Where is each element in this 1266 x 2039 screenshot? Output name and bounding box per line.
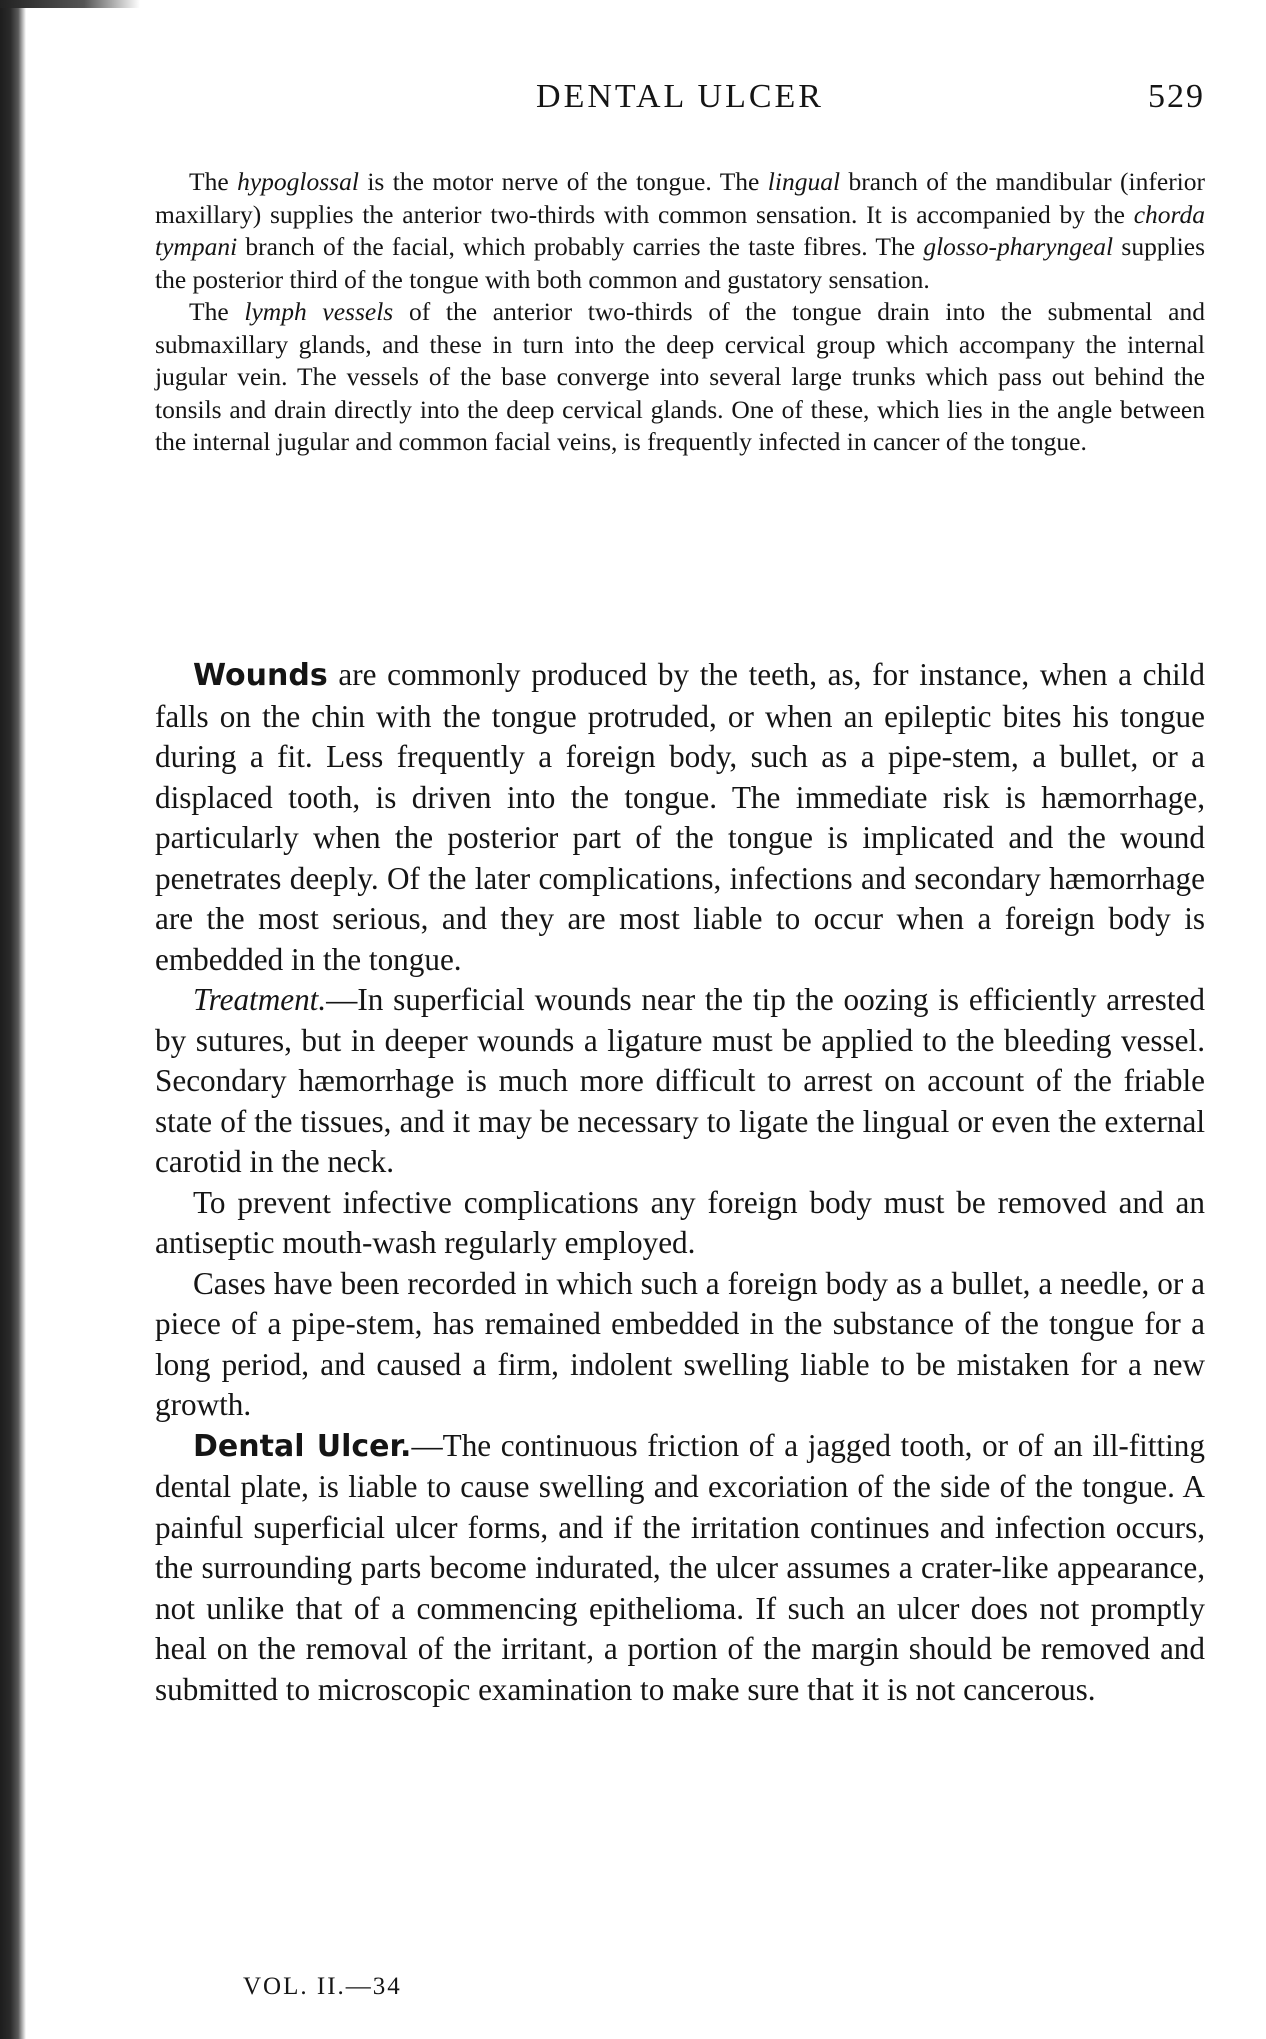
- italic-term: lingual: [767, 167, 841, 196]
- page-header: [155, 76, 1205, 120]
- nerves-paragraph: [155, 166, 1205, 296]
- text-run: branch of the facial, which probably carries the taste fibres. The: [237, 232, 924, 261]
- text-run: —The continuous friction of a jagged tooth, or of an ill-fitting dental plate, is liable to cause swelling and excoriation of the side of the tongue. A painful superficial ulcer forms, and if the irritation continues and infection occurs, the surrounding parts become indurated, the ulcer assumes a crater-like appearance, not unlike that of a commencing epithelioma. If such an ulcer does not promptly heal on the removal of the irritant, a portion of the margin should be removed and submitted to microscopic examination to make sure that it is not cancerous.: [155, 1427, 1205, 1707]
- wounds-heading: Wounds: [193, 658, 328, 693]
- wounds-section: [155, 655, 1205, 1710]
- anatomy-section: [155, 166, 1205, 459]
- treatment-heading: Treatment.: [193, 982, 327, 1017]
- text-run: The: [189, 167, 238, 196]
- lymph-paragraph: [155, 296, 1205, 459]
- italic-term: hypoglossal: [237, 167, 359, 196]
- text-run: supplies the posterior third of the tongue with both common and gustatory sensation.: [155, 232, 1205, 294]
- signature-mark: VOL. II.—34: [243, 1973, 402, 2000]
- page-number: 529: [1148, 78, 1205, 115]
- treatment-paragraph: [155, 980, 1205, 1183]
- italic-term: glosso-pharyngeal: [923, 232, 1114, 261]
- scan-binding-edge: [0, 0, 26, 2039]
- text-run: is the motor nerve of the tongue. The: [358, 167, 768, 196]
- prevent-paragraph: To prevent infective complications any foreign body must be removed and an antiseptic mouth-wash regularly employed.: [155, 1184, 1205, 1260]
- wounds-paragraph: [155, 655, 1205, 980]
- dental-ulcer-paragraph: [155, 1426, 1205, 1711]
- dental-ulcer-heading: Dental Ulcer.: [193, 1428, 412, 1464]
- italic-term: chorda tympani: [155, 199, 1205, 261]
- italic-term: lymph vessels: [244, 297, 394, 326]
- scan-top-edge: [0, 0, 140, 8]
- cases-paragraph: Cases have been recorded in which such a foreign body as a bullet, a needle, or a piece of a pipe-stem, has remained embedded in the substance of the tongue for a long period, and caused a firm, indolent swelling liable to be mistaken for a new growth.: [155, 1265, 1205, 1422]
- running-title: DENTAL ULCER: [536, 78, 824, 115]
- text-run: of the anterior two-thirds of the tongue drain into the submental and submaxillary glands, and these in turn into the deep cervical group which accompany the internal jugular vein. The vessels of the base converge into several large trunks which pass out behind the tonsils and drain directly into the deep cervical glands. One of these, which lies in the angle between the internal jugular and common facial veins, is frequently infected in cancer of the tongue.: [155, 297, 1206, 456]
- text-run: branch of the mandibular (inferior maxillary) supplies the anterior two-thirds with common sensation. It is accompanied by the: [155, 167, 1206, 229]
- text-run: The: [189, 297, 245, 326]
- text-run: are commonly produced by the teeth, as, for instance, when a child falls on the chin with the tongue protruded, or when an epileptic bites his tongue during a fit. Less frequently a foreign body, such as a pipe-stem, a bullet, or a displaced tooth, is driven into the tongue. The immediate risk is hæmorrhage, particularly when the posterior part of the tongue is implicated and the wound penetrates deeply. Of the later complications, infections and secondary hæmorrhage are the most serious, and they are most liable to occur when a foreign body is embedded in the tongue.: [155, 657, 1205, 977]
- text-run: —In superficial wounds near the tip the oozing is efficiently arrested by sutures, but in deeper wounds a ligature must be applied to the bleeding vessel. Secondary hæmorrhage is much more difficult to arrest on account of the friable state of the tissues, and it may be necessary to ligate the lingual or even the external carotid in the neck.: [155, 982, 1205, 1179]
